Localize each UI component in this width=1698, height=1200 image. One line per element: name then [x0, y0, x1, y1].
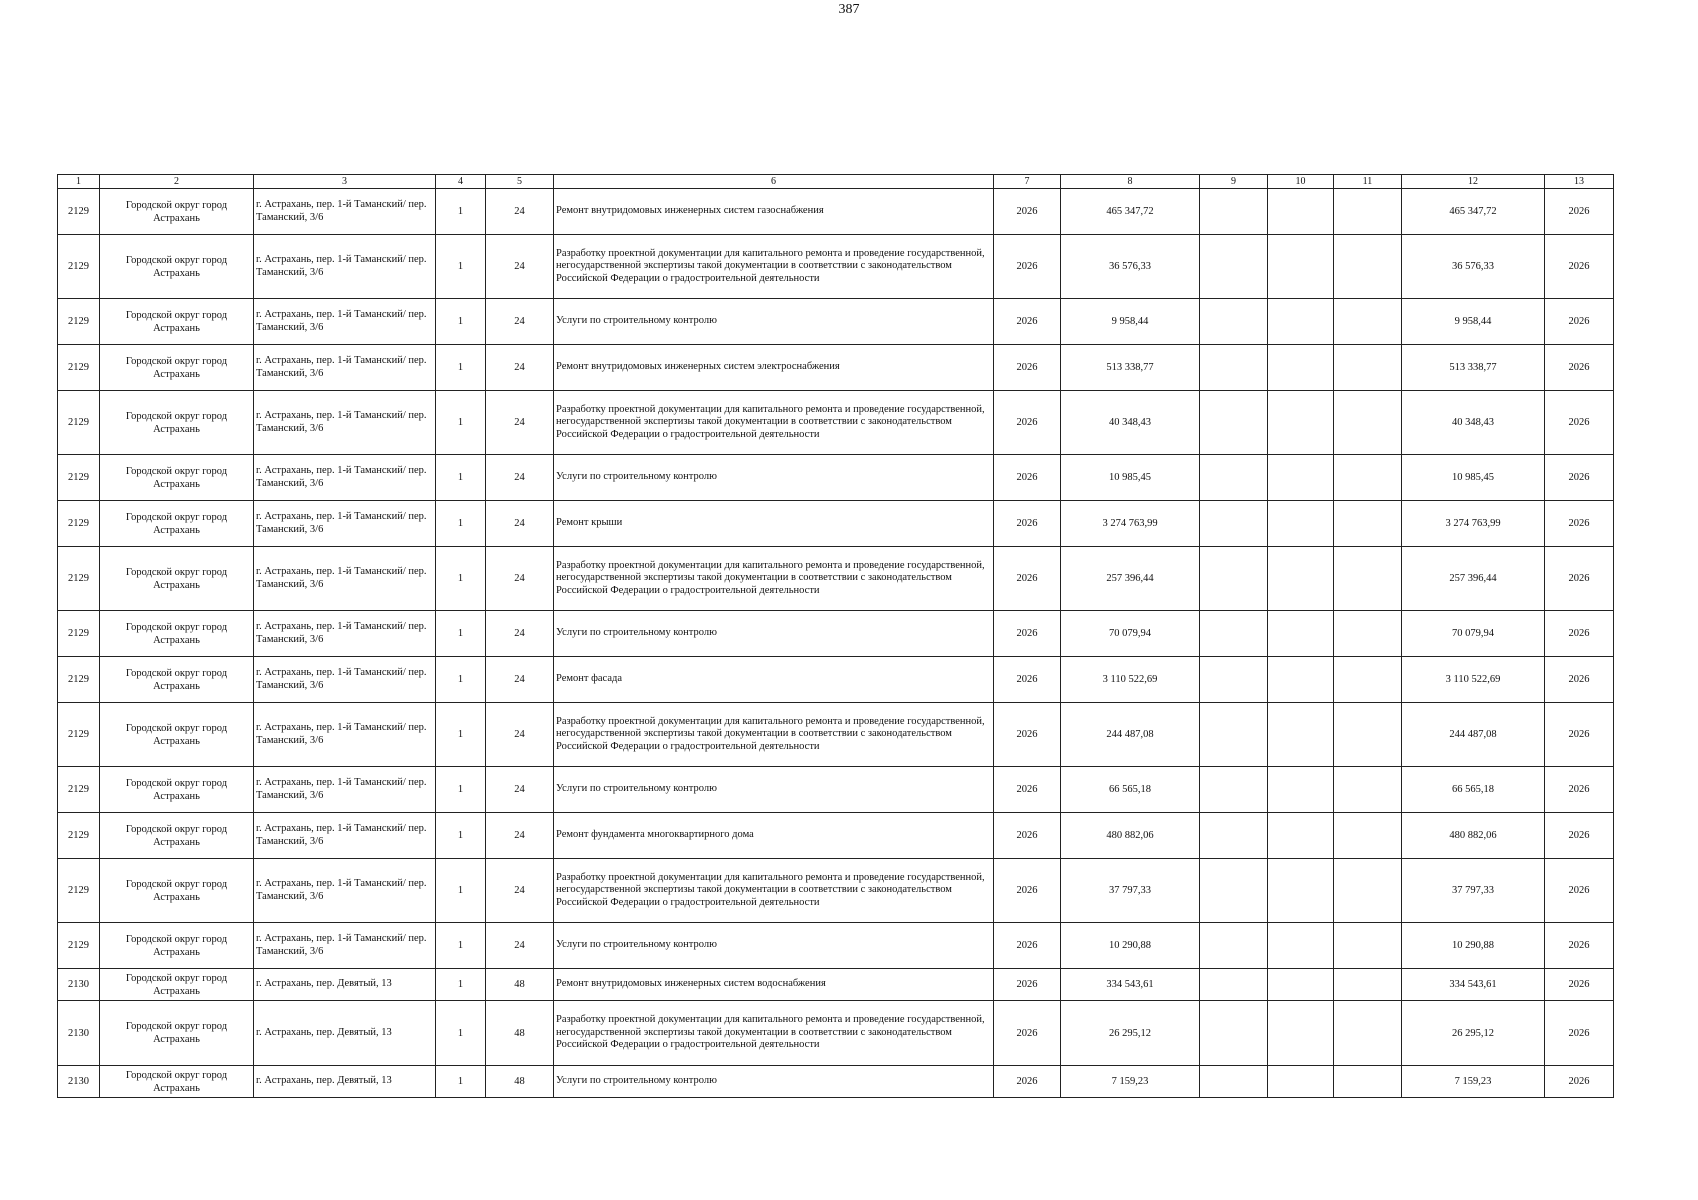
column-header-10: 10 — [1268, 175, 1334, 189]
col4-cell: 1 — [436, 969, 486, 1001]
record-number-cell: 2130 — [58, 1001, 100, 1066]
col11-cell — [1334, 703, 1402, 767]
column-header-6: 6 — [554, 175, 994, 189]
col13-cell: 2026 — [1545, 859, 1614, 923]
table-row — [58, 391, 1614, 455]
cost-cell: 334 543,61 — [1061, 969, 1200, 1001]
year-cell: 2026 — [994, 923, 1061, 969]
col4-cell: 1 — [436, 189, 486, 235]
col13-cell: 2026 — [1545, 391, 1614, 455]
address-cell: г. Астрахань, пер. 1-й Таманский/ пер. Таманский, 3/6 — [254, 923, 436, 969]
work-type-cell: Ремонт фасада — [554, 657, 994, 703]
col13-cell: 2026 — [1545, 923, 1614, 969]
year-cell: 2026 — [994, 455, 1061, 501]
col10-cell — [1268, 235, 1334, 299]
work-type-cell: Услуги по строительному контролю — [554, 923, 994, 969]
total-cell: 66 565,18 — [1402, 767, 1545, 813]
col9-cell — [1200, 455, 1268, 501]
address-cell: г. Астрахань, пер. 1-й Таманский/ пер. Таманский, 3/6 — [254, 501, 436, 547]
work-type-cell: Ремонт внутридомовых инженерных систем электроснабжения — [554, 345, 994, 391]
address-cell: г. Астрахань, пер. 1-й Таманский/ пер. Таманский, 3/6 — [254, 455, 436, 501]
total-cell: 36 576,33 — [1402, 235, 1545, 299]
col9-cell — [1200, 657, 1268, 703]
cost-cell: 70 079,94 — [1061, 611, 1200, 657]
table-row — [58, 1066, 1614, 1098]
table-row — [58, 1001, 1614, 1066]
cost-cell: 10 985,45 — [1061, 455, 1200, 501]
column-header-7: 7 — [994, 175, 1061, 189]
col4-cell: 1 — [436, 1001, 486, 1066]
col9-cell — [1200, 501, 1268, 547]
year-cell: 2026 — [994, 969, 1061, 1001]
col11-cell — [1334, 767, 1402, 813]
work-type-cell: Ремонт фундамента многоквартирного дома — [554, 813, 994, 859]
col13-cell: 2026 — [1545, 1066, 1614, 1098]
year-cell: 2026 — [994, 703, 1061, 767]
col10-cell — [1268, 969, 1334, 1001]
address-cell: г. Астрахань, пер. 1-й Таманский/ пер. Таманский, 3/6 — [254, 703, 436, 767]
cost-cell: 480 882,06 — [1061, 813, 1200, 859]
column-header-11: 11 — [1334, 175, 1402, 189]
col10-cell — [1268, 547, 1334, 611]
column-header-4: 4 — [436, 175, 486, 189]
col9-cell — [1200, 969, 1268, 1001]
address-cell: г. Астрахань, пер. Девятый, 13 — [254, 1066, 436, 1098]
cost-cell: 7 159,23 — [1061, 1066, 1200, 1098]
record-number-cell: 2129 — [58, 611, 100, 657]
col13-cell: 2026 — [1545, 657, 1614, 703]
work-type-cell: Разработку проектной документации для капитального ремонта и проведение государственной, негосударственной экспертизы такой документации в соответствии с законодательством Российской Федерации о градостроительной деятельности — [554, 235, 994, 299]
year-cell: 2026 — [994, 299, 1061, 345]
work-type-cell: Услуги по строительному контролю — [554, 299, 994, 345]
record-number-cell: 2129 — [58, 189, 100, 235]
work-type-cell: Ремонт внутридомовых инженерных систем газоснабжения — [554, 189, 994, 235]
table-row — [58, 703, 1614, 767]
municipality-cell: Городской округ город Астрахань — [100, 501, 254, 547]
col5-cell: 24 — [486, 859, 554, 923]
col10-cell — [1268, 455, 1334, 501]
record-number-cell: 2130 — [58, 1066, 100, 1098]
work-type-cell: Разработку проектной документации для капитального ремонта и проведение государственной, негосударственной экспертизы такой документации в соответствии с законодательством Российской Федерации о градостроительной деятельности — [554, 859, 994, 923]
work-type-cell: Ремонт крыши — [554, 501, 994, 547]
municipality-cell: Городской округ город Астрахань — [100, 703, 254, 767]
col10-cell — [1268, 299, 1334, 345]
col11-cell — [1334, 299, 1402, 345]
col13-cell: 2026 — [1545, 611, 1614, 657]
col11-cell — [1334, 345, 1402, 391]
table-row — [58, 767, 1614, 813]
work-type-cell: Услуги по строительному контролю — [554, 767, 994, 813]
col9-cell — [1200, 189, 1268, 235]
total-cell: 9 958,44 — [1402, 299, 1545, 345]
col4-cell: 1 — [436, 345, 486, 391]
column-header-12: 12 — [1402, 175, 1545, 189]
col5-cell: 24 — [486, 923, 554, 969]
repair-schedule-table — [57, 174, 1614, 1098]
record-number-cell: 2129 — [58, 455, 100, 501]
col9-cell — [1200, 611, 1268, 657]
column-header-1: 1 — [58, 175, 100, 189]
total-cell: 3 110 522,69 — [1402, 657, 1545, 703]
table-body — [58, 189, 1614, 1098]
col11-cell — [1334, 235, 1402, 299]
municipality-cell: Городской округ город Астрахань — [100, 455, 254, 501]
address-cell: г. Астрахань, пер. Девятый, 13 — [254, 969, 436, 1001]
total-cell: 7 159,23 — [1402, 1066, 1545, 1098]
address-cell: г. Астрахань, пер. 1-й Таманский/ пер. Таманский, 3/6 — [254, 859, 436, 923]
cost-cell: 513 338,77 — [1061, 345, 1200, 391]
col5-cell: 24 — [486, 547, 554, 611]
municipality-cell: Городской округ город Астрахань — [100, 969, 254, 1001]
table-row — [58, 813, 1614, 859]
cost-cell: 3 110 522,69 — [1061, 657, 1200, 703]
table-row — [58, 299, 1614, 345]
table-row — [58, 859, 1614, 923]
col9-cell — [1200, 859, 1268, 923]
col4-cell: 1 — [436, 1066, 486, 1098]
col5-cell: 24 — [486, 299, 554, 345]
cost-cell: 40 348,43 — [1061, 391, 1200, 455]
record-number-cell: 2129 — [58, 923, 100, 969]
total-cell: 257 396,44 — [1402, 547, 1545, 611]
cost-cell: 244 487,08 — [1061, 703, 1200, 767]
col4-cell: 1 — [436, 767, 486, 813]
col4-cell: 1 — [436, 611, 486, 657]
col11-cell — [1334, 1066, 1402, 1098]
col9-cell — [1200, 235, 1268, 299]
col4-cell: 1 — [436, 813, 486, 859]
col5-cell: 48 — [486, 1066, 554, 1098]
col9-cell — [1200, 345, 1268, 391]
municipality-cell: Городской округ город Астрахань — [100, 611, 254, 657]
address-cell: г. Астрахань, пер. 1-й Таманский/ пер. Таманский, 3/6 — [254, 657, 436, 703]
col11-cell — [1334, 547, 1402, 611]
col11-cell — [1334, 611, 1402, 657]
col10-cell — [1268, 345, 1334, 391]
work-type-cell: Разработку проектной документации для капитального ремонта и проведение государственной, негосударственной экспертизы такой документации в соответствии с законодательством Российской Федерации о градостроительной деятельности — [554, 703, 994, 767]
year-cell: 2026 — [994, 657, 1061, 703]
col4-cell: 1 — [436, 455, 486, 501]
col4-cell: 1 — [436, 859, 486, 923]
col9-cell — [1200, 703, 1268, 767]
work-type-cell: Услуги по строительному контролю — [554, 455, 994, 501]
total-cell: 26 295,12 — [1402, 1001, 1545, 1066]
column-header-2: 2 — [100, 175, 254, 189]
municipality-cell: Городской округ город Астрахань — [100, 345, 254, 391]
cost-cell: 3 274 763,99 — [1061, 501, 1200, 547]
col13-cell: 2026 — [1545, 813, 1614, 859]
col11-cell — [1334, 657, 1402, 703]
col10-cell — [1268, 703, 1334, 767]
total-cell: 480 882,06 — [1402, 813, 1545, 859]
municipality-cell: Городской округ город Астрахань — [100, 859, 254, 923]
col5-cell: 24 — [486, 391, 554, 455]
record-number-cell: 2129 — [58, 547, 100, 611]
year-cell: 2026 — [994, 813, 1061, 859]
col10-cell — [1268, 611, 1334, 657]
col13-cell: 2026 — [1545, 189, 1614, 235]
col9-cell — [1200, 1066, 1268, 1098]
cost-cell: 257 396,44 — [1061, 547, 1200, 611]
record-number-cell: 2129 — [58, 299, 100, 345]
municipality-cell: Городской округ город Астрахань — [100, 1066, 254, 1098]
col11-cell — [1334, 455, 1402, 501]
address-cell: г. Астрахань, пер. 1-й Таманский/ пер. Таманский, 3/6 — [254, 235, 436, 299]
record-number-cell: 2129 — [58, 703, 100, 767]
col10-cell — [1268, 657, 1334, 703]
column-header-8: 8 — [1061, 175, 1200, 189]
col11-cell — [1334, 859, 1402, 923]
municipality-cell: Городской округ город Астрахань — [100, 813, 254, 859]
year-cell: 2026 — [994, 547, 1061, 611]
work-type-cell: Разработку проектной документации для капитального ремонта и проведение государственной, негосударственной экспертизы такой документации в соответствии с законодательством Российской Федерации о градостроительной деятельности — [554, 547, 994, 611]
table-row — [58, 455, 1614, 501]
col13-cell: 2026 — [1545, 547, 1614, 611]
col5-cell: 24 — [486, 611, 554, 657]
col5-cell: 48 — [486, 969, 554, 1001]
municipality-cell: Городской округ город Астрахань — [100, 391, 254, 455]
address-cell: г. Астрахань, пер. Девятый, 13 — [254, 1001, 436, 1066]
col11-cell — [1334, 1001, 1402, 1066]
total-cell: 37 797,33 — [1402, 859, 1545, 923]
total-cell: 40 348,43 — [1402, 391, 1545, 455]
record-number-cell: 2129 — [58, 235, 100, 299]
col10-cell — [1268, 189, 1334, 235]
col11-cell — [1334, 813, 1402, 859]
cost-cell: 26 295,12 — [1061, 1001, 1200, 1066]
work-type-cell: Ремонт внутридомовых инженерных систем водоснабжения — [554, 969, 994, 1001]
col4-cell: 1 — [436, 391, 486, 455]
year-cell: 2026 — [994, 189, 1061, 235]
column-header-5: 5 — [486, 175, 554, 189]
col5-cell: 24 — [486, 455, 554, 501]
col5-cell: 24 — [486, 189, 554, 235]
year-cell: 2026 — [994, 1001, 1061, 1066]
record-number-cell: 2129 — [58, 767, 100, 813]
total-cell: 10 985,45 — [1402, 455, 1545, 501]
col4-cell: 1 — [436, 703, 486, 767]
address-cell: г. Астрахань, пер. 1-й Таманский/ пер. Таманский, 3/6 — [254, 391, 436, 455]
col4-cell: 1 — [436, 547, 486, 611]
col5-cell: 24 — [486, 767, 554, 813]
table-header — [58, 175, 1614, 189]
cost-cell: 9 958,44 — [1061, 299, 1200, 345]
total-cell: 513 338,77 — [1402, 345, 1545, 391]
municipality-cell: Городской округ город Астрахань — [100, 767, 254, 813]
address-cell: г. Астрахань, пер. 1-й Таманский/ пер. Таманский, 3/6 — [254, 345, 436, 391]
total-cell: 70 079,94 — [1402, 611, 1545, 657]
col10-cell — [1268, 391, 1334, 455]
col11-cell — [1334, 923, 1402, 969]
col13-cell: 2026 — [1545, 299, 1614, 345]
record-number-cell: 2130 — [58, 969, 100, 1001]
col10-cell — [1268, 813, 1334, 859]
col5-cell: 24 — [486, 657, 554, 703]
record-number-cell: 2129 — [58, 813, 100, 859]
table-row — [58, 611, 1614, 657]
cost-cell: 66 565,18 — [1061, 767, 1200, 813]
year-cell: 2026 — [994, 235, 1061, 299]
col13-cell: 2026 — [1545, 767, 1614, 813]
cost-cell: 36 576,33 — [1061, 235, 1200, 299]
column-header-3: 3 — [254, 175, 436, 189]
work-type-cell: Разработку проектной документации для капитального ремонта и проведение государственной, негосударственной экспертизы такой документации в соответствии с законодательством Российской Федерации о градостроительной деятельности — [554, 391, 994, 455]
year-cell: 2026 — [994, 345, 1061, 391]
municipality-cell: Городской округ город Астрахань — [100, 657, 254, 703]
year-cell: 2026 — [994, 1066, 1061, 1098]
col9-cell — [1200, 299, 1268, 345]
municipality-cell: Городской округ город Астрахань — [100, 235, 254, 299]
col11-cell — [1334, 189, 1402, 235]
col5-cell: 24 — [486, 345, 554, 391]
col11-cell — [1334, 501, 1402, 547]
address-cell: г. Астрахань, пер. 1-й Таманский/ пер. Таманский, 3/6 — [254, 299, 436, 345]
cost-cell: 465 347,72 — [1061, 189, 1200, 235]
total-cell: 244 487,08 — [1402, 703, 1545, 767]
col13-cell: 2026 — [1545, 235, 1614, 299]
municipality-cell: Городской округ город Астрахань — [100, 1001, 254, 1066]
address-cell: г. Астрахань, пер. 1-й Таманский/ пер. Таманский, 3/6 — [254, 547, 436, 611]
work-type-cell: Разработку проектной документации для капитального ремонта и проведение государственной, негосударственной экспертизы такой документации в соответствии с законодательством Российской Федерации о градостроительной деятельности — [554, 1001, 994, 1066]
col9-cell — [1200, 547, 1268, 611]
record-number-cell: 2129 — [58, 345, 100, 391]
page-number: 387 — [838, 2, 860, 17]
col10-cell — [1268, 923, 1334, 969]
municipality-cell: Городской округ город Астрахань — [100, 923, 254, 969]
col10-cell — [1268, 859, 1334, 923]
col5-cell: 24 — [486, 501, 554, 547]
total-cell: 10 290,88 — [1402, 923, 1545, 969]
table-row — [58, 189, 1614, 235]
col5-cell: 48 — [486, 1001, 554, 1066]
year-cell: 2026 — [994, 767, 1061, 813]
col9-cell — [1200, 767, 1268, 813]
municipality-cell: Городской округ город Астрахань — [100, 547, 254, 611]
col10-cell — [1268, 1066, 1334, 1098]
col13-cell: 2026 — [1545, 969, 1614, 1001]
table-row — [58, 969, 1614, 1001]
record-number-cell: 2129 — [58, 501, 100, 547]
col13-cell: 2026 — [1545, 345, 1614, 391]
year-cell: 2026 — [994, 611, 1061, 657]
total-cell: 334 543,61 — [1402, 969, 1545, 1001]
col9-cell — [1200, 813, 1268, 859]
table-row — [58, 501, 1614, 547]
year-cell: 2026 — [994, 859, 1061, 923]
address-cell: г. Астрахань, пер. 1-й Таманский/ пер. Таманский, 3/6 — [254, 813, 436, 859]
col10-cell — [1268, 501, 1334, 547]
col9-cell — [1200, 1001, 1268, 1066]
col4-cell: 1 — [436, 501, 486, 547]
municipality-cell: Городской округ город Астрахань — [100, 189, 254, 235]
col13-cell: 2026 — [1545, 501, 1614, 547]
table-row — [58, 923, 1614, 969]
total-cell: 3 274 763,99 — [1402, 501, 1545, 547]
work-type-cell: Услуги по строительному контролю — [554, 1066, 994, 1098]
cost-cell: 37 797,33 — [1061, 859, 1200, 923]
col10-cell — [1268, 767, 1334, 813]
year-cell: 2026 — [994, 391, 1061, 455]
record-number-cell: 2129 — [58, 859, 100, 923]
col5-cell: 24 — [486, 703, 554, 767]
year-cell: 2026 — [994, 501, 1061, 547]
col4-cell: 1 — [436, 657, 486, 703]
cost-cell: 10 290,88 — [1061, 923, 1200, 969]
col11-cell — [1334, 969, 1402, 1001]
table-row — [58, 235, 1614, 299]
col4-cell: 1 — [436, 235, 486, 299]
col13-cell: 2026 — [1545, 1001, 1614, 1066]
column-header-13: 13 — [1545, 175, 1614, 189]
header-row — [58, 175, 1614, 189]
col4-cell: 1 — [436, 299, 486, 345]
col9-cell — [1200, 923, 1268, 969]
address-cell: г. Астрахань, пер. 1-й Таманский/ пер. Таманский, 3/6 — [254, 189, 436, 235]
table-row — [58, 345, 1614, 391]
municipality-cell: Городской округ город Астрахань — [100, 299, 254, 345]
col13-cell: 2026 — [1545, 455, 1614, 501]
col10-cell — [1268, 1001, 1334, 1066]
record-number-cell: 2129 — [58, 391, 100, 455]
table-row — [58, 657, 1614, 703]
col9-cell — [1200, 391, 1268, 455]
work-type-cell: Услуги по строительному контролю — [554, 611, 994, 657]
table-row — [58, 547, 1614, 611]
address-cell: г. Астрахань, пер. 1-й Таманский/ пер. Таманский, 3/6 — [254, 611, 436, 657]
column-header-9: 9 — [1200, 175, 1268, 189]
col13-cell: 2026 — [1545, 703, 1614, 767]
total-cell: 465 347,72 — [1402, 189, 1545, 235]
record-number-cell: 2129 — [58, 657, 100, 703]
col5-cell: 24 — [486, 813, 554, 859]
col11-cell — [1334, 391, 1402, 455]
col5-cell: 24 — [486, 235, 554, 299]
address-cell: г. Астрахань, пер. 1-й Таманский/ пер. Таманский, 3/6 — [254, 767, 436, 813]
col4-cell: 1 — [436, 923, 486, 969]
